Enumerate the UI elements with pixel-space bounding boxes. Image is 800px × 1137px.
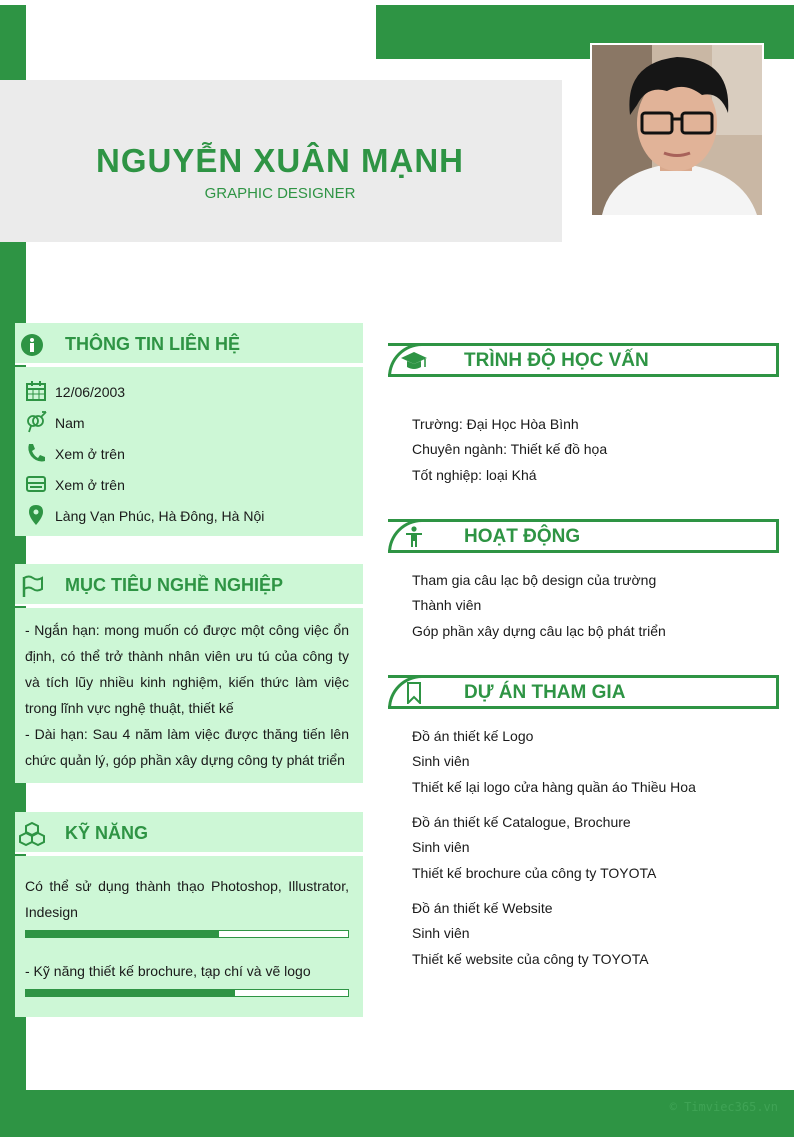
activity-line-2: Thành viên (412, 597, 482, 613)
header-panel (0, 80, 562, 242)
gender-icon (25, 411, 47, 433)
education-school: Trường: Đại Học Hòa Bình (412, 416, 579, 432)
calendar-icon (25, 380, 47, 402)
project-3-description: Thiết kế website của công ty TOYOTA (412, 951, 649, 967)
project-2-description: Thiết kế brochure của công ty TOYOTA (412, 865, 657, 881)
skill-1-fill (26, 931, 219, 937)
objective-short-term: - Ngắn hạn: mong muốn có được một công việc ổn định, có thể trở thành nhân viên ưu tú của công ty và tích lũy nhiều kinh nghiệm, kiến thức làm việc trong lĩnh vực nghệ thuật, thiết kế (25, 622, 349, 716)
contact-address: Làng Vạn Phúc, Hà Đông, Hà Nội (55, 508, 265, 524)
candidate-name: NGUYỄN XUÂN MẠNH (95, 142, 464, 179)
activities-heading: HOẠT ĐỘNG (464, 526, 581, 547)
contact-gender: Nam (55, 415, 85, 431)
skills-section-header (15, 812, 363, 854)
activity-line-1: Tham gia câu lạc bộ design của trường (412, 572, 657, 588)
activities-section-header (388, 519, 779, 553)
contact-birthday: 12/06/2003 (55, 384, 126, 400)
project-1-role: Sinh viên (412, 753, 470, 769)
project-1-description: Thiết kế lại logo cửa hàng quần áo Thiều Hoa (412, 779, 696, 795)
project-3-role: Sinh viên (412, 925, 470, 941)
skill-1-bar (25, 930, 349, 938)
bottom-corner-notch (26, 1066, 50, 1090)
contact-section-header (15, 323, 363, 365)
info-icon (19, 332, 45, 358)
activity-line-3: Góp phần xây dựng câu lạc bộ phát triển (412, 623, 666, 639)
phone-icon (25, 442, 47, 464)
skill-2-bar (25, 989, 349, 997)
contact-heading: THÔNG TIN LIÊN HỆ (65, 334, 240, 354)
location-pin-icon (25, 504, 47, 526)
email-icon (25, 473, 47, 495)
skill-1-text: Có thể sử dụng thành thạo Photoshop, Illustrator, Indesign (25, 878, 349, 920)
education-section-header (388, 343, 779, 377)
contact-email: Xem ở trên (55, 477, 125, 493)
objective-panel (15, 608, 363, 783)
education-major: Chuyên ngành: Thiết kế đồ họa (412, 441, 608, 457)
project-2-role: Sinh viên (412, 839, 470, 855)
avatar (592, 45, 762, 215)
skill-2-text: - Kỹ năng thiết kế brochure, tạp chí và vẽ logo (25, 963, 311, 979)
cubes-icon (19, 821, 45, 847)
skill-2-fill (26, 990, 235, 996)
project-2-name: Đồ án thiết kế Catalogue, Brochure (412, 814, 631, 830)
projects-section-header (388, 675, 779, 709)
projects-heading: DỰ ÁN THAM GIA (464, 682, 626, 703)
project-3-name: Đồ án thiết kế Website (412, 900, 553, 916)
footer-credit: © Timviec365.vn (669, 1100, 778, 1114)
objective-long-term: - Dài hạn: Sau 4 năm làm việc được thăng tiến lên chức quản lý, góp phần xây dựng công ty phát triển (25, 726, 349, 768)
objective-heading: MỤC TIÊU NGHỀ NGHIỆP (65, 575, 284, 595)
skills-heading: KỸ NĂNG (65, 823, 149, 843)
contact-phone: Xem ở trên (55, 446, 125, 462)
flag-icon (19, 573, 45, 599)
skills-panel (15, 856, 363, 1017)
project-1-name: Đồ án thiết kế Logo (412, 728, 534, 744)
person-icon (400, 526, 428, 548)
education-heading: TRÌNH ĐỘ HỌC VẤN (464, 350, 649, 371)
avatar-frame (590, 43, 764, 217)
graduation-cap-icon (400, 350, 428, 372)
contact-panel (15, 367, 363, 536)
objective-section-header (15, 564, 363, 606)
job-title: GRAPHIC DESIGNER (204, 185, 356, 202)
education-graduation: Tốt nghiệp: loại Khá (412, 467, 537, 483)
bookmark-icon (400, 682, 428, 704)
